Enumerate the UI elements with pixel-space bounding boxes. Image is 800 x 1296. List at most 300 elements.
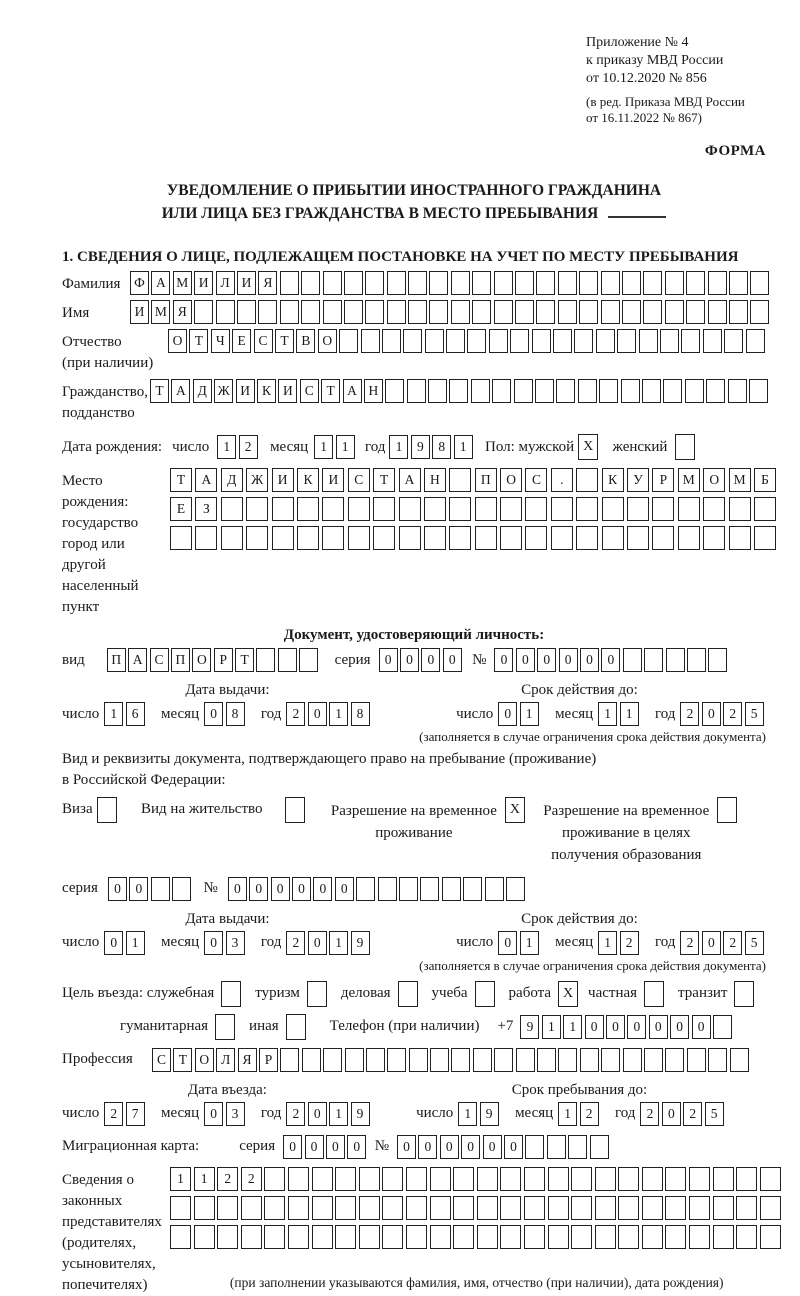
form-cell[interactable] (258, 300, 277, 324)
form-cell[interactable] (621, 379, 640, 403)
purpose-transit-checkbox[interactable] (734, 981, 754, 1007)
form-cell[interactable]: 2 (680, 702, 699, 726)
form-cell[interactable]: 0 (129, 877, 148, 901)
form-cell[interactable]: Т (275, 329, 294, 353)
form-cell[interactable] (617, 329, 636, 353)
form-cell[interactable]: 5 (745, 702, 764, 726)
form-cell[interactable]: 9 (411, 435, 430, 459)
form-cell[interactable] (216, 300, 235, 324)
form-cell[interactable]: 8 (351, 702, 370, 726)
form-cell[interactable]: 0 (702, 931, 721, 955)
form-cell[interactable] (217, 1196, 238, 1220)
form-cell[interactable] (323, 1048, 342, 1072)
form-cell[interactable] (689, 1167, 710, 1191)
form-cell[interactable]: 6 (126, 702, 145, 726)
form-cell[interactable] (558, 300, 577, 324)
form-cell[interactable] (451, 300, 470, 324)
form-cell[interactable]: Р (259, 1048, 278, 1072)
form-cell[interactable] (446, 329, 465, 353)
form-cell[interactable] (574, 329, 593, 353)
form-cell[interactable] (449, 468, 471, 492)
form-cell[interactable] (365, 271, 384, 295)
form-cell[interactable] (665, 1196, 686, 1220)
form-cell[interactable] (264, 1196, 285, 1220)
form-cell[interactable] (558, 271, 577, 295)
form-cell[interactable] (525, 1135, 544, 1159)
form-cell[interactable] (642, 1225, 663, 1249)
form-cell[interactable]: 1 (170, 1167, 191, 1191)
form-cell[interactable]: О (168, 329, 187, 353)
form-cell[interactable]: 2 (723, 931, 742, 955)
form-cell[interactable]: 9 (520, 1015, 539, 1039)
form-cell[interactable]: 0 (421, 648, 440, 672)
form-cell[interactable] (703, 526, 725, 550)
purpose-other-checkbox[interactable] (286, 1014, 306, 1040)
form-cell[interactable] (280, 1048, 299, 1072)
form-cell[interactable]: 0 (104, 931, 123, 955)
form-cell[interactable] (754, 497, 776, 521)
form-cell[interactable] (663, 379, 682, 403)
form-cell[interactable] (556, 379, 575, 403)
form-cell[interactable] (272, 497, 294, 521)
form-cell[interactable] (500, 497, 522, 521)
form-cell[interactable]: Р (214, 648, 233, 672)
form-cell[interactable] (420, 877, 439, 901)
form-cell[interactable] (551, 526, 573, 550)
form-cell[interactable] (359, 1167, 380, 1191)
form-cell[interactable] (689, 1225, 710, 1249)
form-cell[interactable] (453, 1167, 474, 1191)
form-cell[interactable]: 3 (226, 931, 245, 955)
form-cell[interactable] (246, 526, 268, 550)
form-cell[interactable] (449, 379, 468, 403)
form-cell[interactable]: 2 (286, 931, 305, 955)
form-cell[interactable] (524, 1196, 545, 1220)
form-cell[interactable]: 1 (217, 435, 236, 459)
form-cell[interactable]: 1 (563, 1015, 582, 1039)
form-cell[interactable] (642, 1196, 663, 1220)
purpose-study-checkbox[interactable] (475, 981, 495, 1007)
form-cell[interactable]: У (627, 468, 649, 492)
form-cell[interactable]: Л (216, 1048, 235, 1072)
form-cell[interactable] (547, 1135, 566, 1159)
form-cell[interactable] (623, 648, 642, 672)
form-cell[interactable]: П (171, 648, 190, 672)
form-cell[interactable]: 0 (692, 1015, 711, 1039)
form-cell[interactable] (665, 1225, 686, 1249)
form-cell[interactable] (506, 877, 525, 901)
form-cell[interactable]: 0 (461, 1135, 480, 1159)
form-cell[interactable]: 0 (662, 1102, 681, 1126)
form-cell[interactable] (686, 271, 705, 295)
form-cell[interactable] (345, 1048, 364, 1072)
form-cell[interactable] (406, 1167, 427, 1191)
form-cell[interactable]: Д (221, 468, 243, 492)
form-cell[interactable] (463, 877, 482, 901)
form-cell[interactable]: 1 (520, 702, 539, 726)
form-cell[interactable] (429, 300, 448, 324)
form-cell[interactable] (708, 1048, 727, 1072)
purpose-tourism-checkbox[interactable] (307, 981, 327, 1007)
form-cell[interactable] (713, 1015, 732, 1039)
form-cell[interactable]: С (152, 1048, 171, 1072)
form-cell[interactable]: А (171, 379, 190, 403)
form-cell[interactable]: Ж (214, 379, 233, 403)
form-cell[interactable] (642, 1167, 663, 1191)
form-cell[interactable] (489, 329, 508, 353)
form-cell[interactable] (477, 1167, 498, 1191)
form-cell[interactable]: Ф (130, 271, 149, 295)
form-cell[interactable]: С (300, 379, 319, 403)
form-cell[interactable]: Н (364, 379, 383, 403)
form-cell[interactable] (729, 271, 748, 295)
form-cell[interactable]: И (278, 379, 297, 403)
form-cell[interactable]: 2 (683, 1102, 702, 1126)
form-cell[interactable] (652, 526, 674, 550)
form-cell[interactable] (492, 379, 511, 403)
form-cell[interactable] (323, 271, 342, 295)
purpose-private-checkbox[interactable] (644, 981, 664, 1007)
form-cell[interactable]: О (500, 468, 522, 492)
form-cell[interactable] (618, 1196, 639, 1220)
form-cell[interactable] (322, 526, 344, 550)
form-cell[interactable] (475, 497, 497, 521)
form-cell[interactable] (627, 526, 649, 550)
form-cell[interactable]: 0 (379, 648, 398, 672)
form-cell[interactable] (221, 526, 243, 550)
form-cell[interactable] (644, 1048, 663, 1072)
form-cell[interactable] (708, 300, 727, 324)
form-cell[interactable] (579, 300, 598, 324)
form-cell[interactable] (618, 1167, 639, 1191)
form-cell[interactable] (525, 497, 547, 521)
form-cell[interactable]: 2 (640, 1102, 659, 1126)
form-cell[interactable]: 0 (204, 702, 223, 726)
form-cell[interactable]: С (254, 329, 273, 353)
form-cell[interactable] (524, 1225, 545, 1249)
residence-permit-checkbox[interactable] (285, 797, 305, 823)
form-cell[interactable] (373, 497, 395, 521)
form-cell[interactable]: 9 (351, 931, 370, 955)
form-cell[interactable]: И (237, 271, 256, 295)
form-cell[interactable] (406, 1196, 427, 1220)
form-cell[interactable] (665, 300, 684, 324)
form-cell[interactable]: О (318, 329, 337, 353)
form-cell[interactable]: Л (216, 271, 235, 295)
form-cell[interactable] (578, 379, 597, 403)
form-cell[interactable] (602, 526, 624, 550)
form-cell[interactable]: З (195, 497, 217, 521)
form-cell[interactable]: 5 (745, 931, 764, 955)
form-cell[interactable] (736, 1167, 757, 1191)
form-cell[interactable] (627, 497, 649, 521)
form-cell[interactable] (477, 1196, 498, 1220)
form-cell[interactable]: 0 (108, 877, 127, 901)
form-cell[interactable]: 0 (649, 1015, 668, 1039)
form-cell[interactable] (642, 379, 661, 403)
form-cell[interactable] (449, 526, 471, 550)
form-cell[interactable] (385, 379, 404, 403)
form-cell[interactable] (280, 271, 299, 295)
form-cell[interactable]: Т (189, 329, 208, 353)
form-cell[interactable]: Д (193, 379, 212, 403)
form-cell[interactable]: 1 (389, 435, 408, 459)
form-cell[interactable] (599, 379, 618, 403)
form-cell[interactable] (571, 1196, 592, 1220)
form-cell[interactable] (643, 271, 662, 295)
form-cell[interactable] (246, 497, 268, 521)
form-cell[interactable]: 0 (271, 877, 290, 901)
form-cell[interactable] (510, 329, 529, 353)
form-cell[interactable] (217, 1225, 238, 1249)
form-cell[interactable]: Ч (211, 329, 230, 353)
form-cell[interactable] (536, 300, 555, 324)
form-cell[interactable] (297, 497, 319, 521)
form-cell[interactable]: М (678, 468, 700, 492)
form-cell[interactable] (579, 271, 598, 295)
form-cell[interactable] (409, 1048, 428, 1072)
form-cell[interactable]: 2 (239, 435, 258, 459)
form-cell[interactable]: 2 (217, 1167, 238, 1191)
form-cell[interactable]: 1 (126, 931, 145, 955)
form-cell[interactable] (477, 1225, 498, 1249)
form-cell[interactable] (686, 300, 705, 324)
form-cell[interactable] (387, 271, 406, 295)
form-cell[interactable] (595, 1167, 616, 1191)
form-cell[interactable] (602, 497, 624, 521)
purpose-official-checkbox[interactable] (221, 981, 241, 1007)
form-cell[interactable] (660, 329, 679, 353)
form-cell[interactable] (576, 468, 598, 492)
form-cell[interactable]: Б (754, 468, 776, 492)
form-cell[interactable] (425, 329, 444, 353)
form-cell[interactable]: 2 (680, 931, 699, 955)
form-cell[interactable] (500, 526, 522, 550)
form-cell[interactable] (170, 1196, 191, 1220)
form-cell[interactable] (548, 1167, 569, 1191)
form-cell[interactable] (301, 300, 320, 324)
form-cell[interactable] (399, 497, 421, 521)
form-cell[interactable] (278, 648, 297, 672)
form-cell[interactable] (312, 1167, 333, 1191)
form-cell[interactable] (689, 1196, 710, 1220)
form-cell[interactable]: 0 (313, 877, 332, 901)
form-cell[interactable] (678, 526, 700, 550)
form-cell[interactable]: М (151, 300, 170, 324)
form-cell[interactable] (264, 1167, 285, 1191)
form-cell[interactable] (643, 300, 662, 324)
form-cell[interactable] (323, 300, 342, 324)
visa-checkbox[interactable] (97, 797, 117, 823)
purpose-humanitarian-checkbox[interactable] (215, 1014, 235, 1040)
form-cell[interactable] (576, 497, 598, 521)
form-cell[interactable] (580, 1048, 599, 1072)
form-cell[interactable] (730, 1048, 749, 1072)
form-cell[interactable] (553, 329, 572, 353)
form-cell[interactable] (172, 877, 191, 901)
form-cell[interactable]: И (322, 468, 344, 492)
form-cell[interactable] (241, 1225, 262, 1249)
form-cell[interactable]: Н (424, 468, 446, 492)
form-cell[interactable] (536, 271, 555, 295)
form-cell[interactable] (713, 1167, 734, 1191)
form-cell[interactable] (724, 329, 743, 353)
form-cell[interactable]: В (296, 329, 315, 353)
form-cell[interactable] (681, 329, 700, 353)
form-cell[interactable]: С (150, 648, 169, 672)
form-cell[interactable]: 0 (483, 1135, 502, 1159)
form-cell[interactable] (746, 329, 765, 353)
purpose-business-checkbox[interactable] (398, 981, 418, 1007)
form-cell[interactable] (665, 1048, 684, 1072)
form-cell[interactable] (532, 329, 551, 353)
form-cell[interactable]: 5 (705, 1102, 724, 1126)
form-cell[interactable] (571, 1167, 592, 1191)
form-cell[interactable] (382, 329, 401, 353)
form-cell[interactable]: Ж (246, 468, 268, 492)
sex-male-checkbox[interactable]: X (578, 434, 598, 460)
form-cell[interactable]: Е (232, 329, 251, 353)
form-cell[interactable]: 0 (580, 648, 599, 672)
form-cell[interactable] (312, 1225, 333, 1249)
form-cell[interactable] (373, 526, 395, 550)
form-cell[interactable] (382, 1196, 403, 1220)
form-cell[interactable]: 1 (329, 702, 348, 726)
form-cell[interactable] (665, 271, 684, 295)
form-cell[interactable] (706, 379, 725, 403)
form-cell[interactable]: 0 (308, 931, 327, 955)
form-cell[interactable] (551, 497, 573, 521)
form-cell[interactable]: С (525, 468, 547, 492)
form-cell[interactable]: 0 (204, 931, 223, 955)
form-cell[interactable]: 1 (598, 931, 617, 955)
form-cell[interactable]: 0 (516, 648, 535, 672)
form-cell[interactable] (494, 1048, 513, 1072)
form-cell[interactable] (272, 526, 294, 550)
form-cell[interactable] (299, 648, 318, 672)
form-cell[interactable] (494, 300, 513, 324)
form-cell[interactable] (453, 1225, 474, 1249)
form-cell[interactable]: 0 (418, 1135, 437, 1159)
form-cell[interactable]: 0 (498, 931, 517, 955)
form-cell[interactable] (344, 271, 363, 295)
form-cell[interactable] (729, 300, 748, 324)
form-cell[interactable] (301, 271, 320, 295)
form-cell[interactable]: 0 (204, 1102, 223, 1126)
form-cell[interactable] (576, 526, 598, 550)
form-cell[interactable]: Т (373, 468, 395, 492)
form-cell[interactable] (515, 300, 534, 324)
form-cell[interactable] (280, 300, 299, 324)
form-cell[interactable]: 0 (440, 1135, 459, 1159)
form-cell[interactable]: А (343, 379, 362, 403)
form-cell[interactable] (430, 1167, 451, 1191)
form-cell[interactable]: 0 (443, 648, 462, 672)
form-cell[interactable]: 1 (620, 702, 639, 726)
form-cell[interactable] (708, 271, 727, 295)
form-cell[interactable] (429, 271, 448, 295)
sex-female-checkbox[interactable] (675, 434, 695, 460)
form-cell[interactable] (359, 1225, 380, 1249)
form-cell[interactable]: 1 (314, 435, 333, 459)
form-cell[interactable]: 2 (580, 1102, 599, 1126)
form-cell[interactable] (596, 329, 615, 353)
form-cell[interactable] (378, 877, 397, 901)
form-cell[interactable] (475, 526, 497, 550)
form-cell[interactable] (344, 300, 363, 324)
form-cell[interactable]: 1 (336, 435, 355, 459)
temp-residence-education-checkbox[interactable] (717, 797, 737, 823)
form-cell[interactable] (678, 497, 700, 521)
form-cell[interactable]: М (729, 468, 751, 492)
form-cell[interactable] (297, 526, 319, 550)
form-cell[interactable] (467, 329, 486, 353)
form-cell[interactable] (430, 1196, 451, 1220)
form-cell[interactable] (399, 877, 418, 901)
form-cell[interactable] (703, 329, 722, 353)
form-cell[interactable] (288, 1196, 309, 1220)
form-cell[interactable] (595, 1225, 616, 1249)
form-cell[interactable] (348, 526, 370, 550)
form-cell[interactable]: 2 (286, 1102, 305, 1126)
form-cell[interactable]: 0 (283, 1135, 302, 1159)
form-cell[interactable]: И (194, 271, 213, 295)
form-cell[interactable] (424, 526, 446, 550)
form-cell[interactable] (736, 1196, 757, 1220)
form-cell[interactable] (403, 329, 422, 353)
form-cell[interactable] (548, 1196, 569, 1220)
form-cell[interactable] (537, 1048, 556, 1072)
form-cell[interactable]: 0 (559, 648, 578, 672)
form-cell[interactable]: О (703, 468, 725, 492)
form-cell[interactable] (348, 497, 370, 521)
form-cell[interactable]: 8 (432, 435, 451, 459)
form-cell[interactable]: 0 (400, 648, 419, 672)
form-cell[interactable] (424, 497, 446, 521)
form-cell[interactable] (361, 329, 380, 353)
form-cell[interactable]: 0 (308, 702, 327, 726)
form-cell[interactable] (366, 1048, 385, 1072)
form-cell[interactable] (687, 648, 706, 672)
form-cell[interactable] (652, 497, 674, 521)
form-cell[interactable] (288, 1167, 309, 1191)
form-cell[interactable]: М (173, 271, 192, 295)
form-cell[interactable]: 1 (520, 931, 539, 955)
form-cell[interactable] (472, 300, 491, 324)
temp-residence-checkbox[interactable]: X (505, 797, 525, 823)
form-cell[interactable]: Я (238, 1048, 257, 1072)
form-cell[interactable] (428, 379, 447, 403)
form-cell[interactable]: 0 (308, 1102, 327, 1126)
form-cell[interactable]: 0 (347, 1135, 366, 1159)
form-cell[interactable]: 0 (670, 1015, 689, 1039)
form-cell[interactable]: К (297, 468, 319, 492)
form-cell[interactable]: А (399, 468, 421, 492)
form-cell[interactable]: 0 (228, 877, 247, 901)
form-cell[interactable] (430, 1048, 449, 1072)
form-cell[interactable]: И (272, 468, 294, 492)
form-cell[interactable]: 8 (226, 702, 245, 726)
form-cell[interactable] (524, 1167, 545, 1191)
form-cell[interactable] (194, 1225, 215, 1249)
form-cell[interactable] (365, 300, 384, 324)
form-cell[interactable] (623, 1048, 642, 1072)
form-cell[interactable] (170, 1225, 191, 1249)
form-cell[interactable]: А (195, 468, 217, 492)
form-cell[interactable]: 0 (397, 1135, 416, 1159)
form-cell[interactable] (451, 1048, 470, 1072)
form-cell[interactable] (237, 300, 256, 324)
